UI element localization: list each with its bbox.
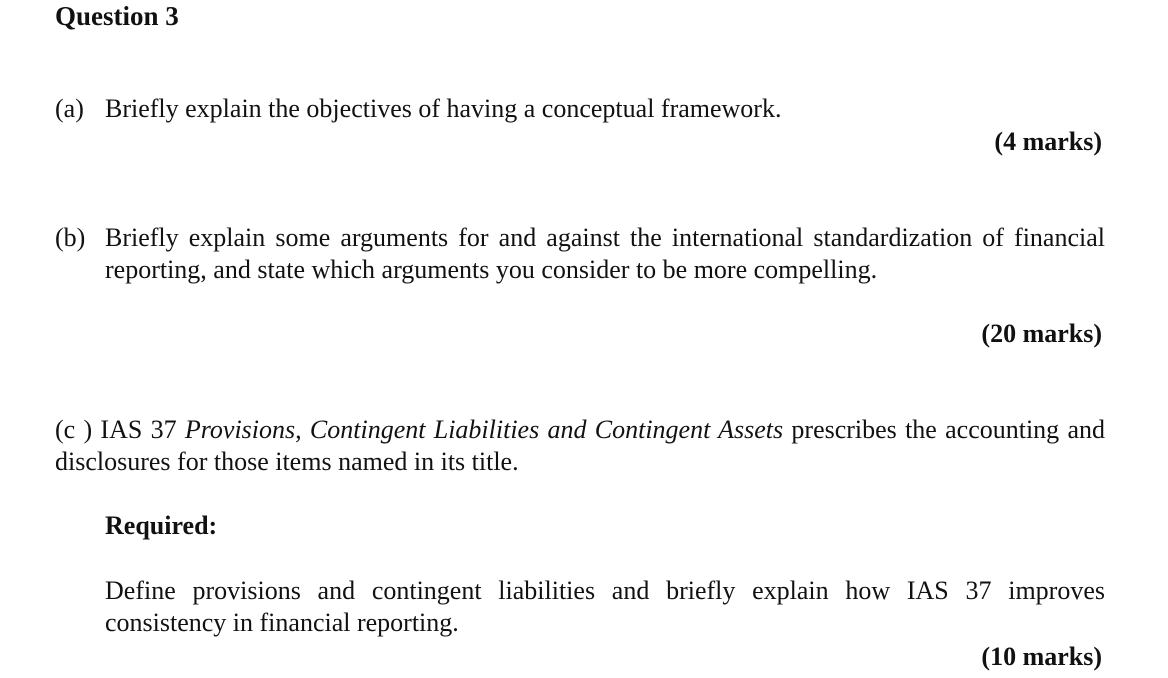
part-b-text: Briefly explain some arguments for and against the international standardization of financial reporting, and state which arguments you consider to be more compelling.: [105, 223, 1105, 284]
question-title: Question 3: [55, 1, 179, 31]
part-c-text: prescribes the accounting and disclosures for those items named in its title.: [55, 415, 1106, 476]
part-b-label: (b): [55, 223, 86, 252]
part-a: [55, 93, 781, 125]
part-a-text: Briefly explain the objectives of having a conceptual framework.: [105, 94, 782, 123]
part-c-label: (c ): [55, 415, 93, 444]
part-c-task: Define provisions and contingent liabilities and briefly explain how IAS 37 improves consistency in financial reporting.: [105, 576, 1105, 637]
part-c-standard: IAS 37: [100, 415, 177, 444]
required-label: Required:: [105, 511, 218, 540]
part-b: [55, 222, 1105, 286]
part-c-marks: (10 marks): [981, 642, 1102, 671]
part-c-standard-title: Provisions, Contingent Liabilities and Contingent Assets: [184, 415, 784, 444]
part-b-marks: (20 marks): [981, 319, 1102, 348]
part-a-label: (a): [55, 94, 84, 123]
part-a-marks: (4 marks): [994, 127, 1102, 156]
part-c: [55, 414, 1105, 478]
